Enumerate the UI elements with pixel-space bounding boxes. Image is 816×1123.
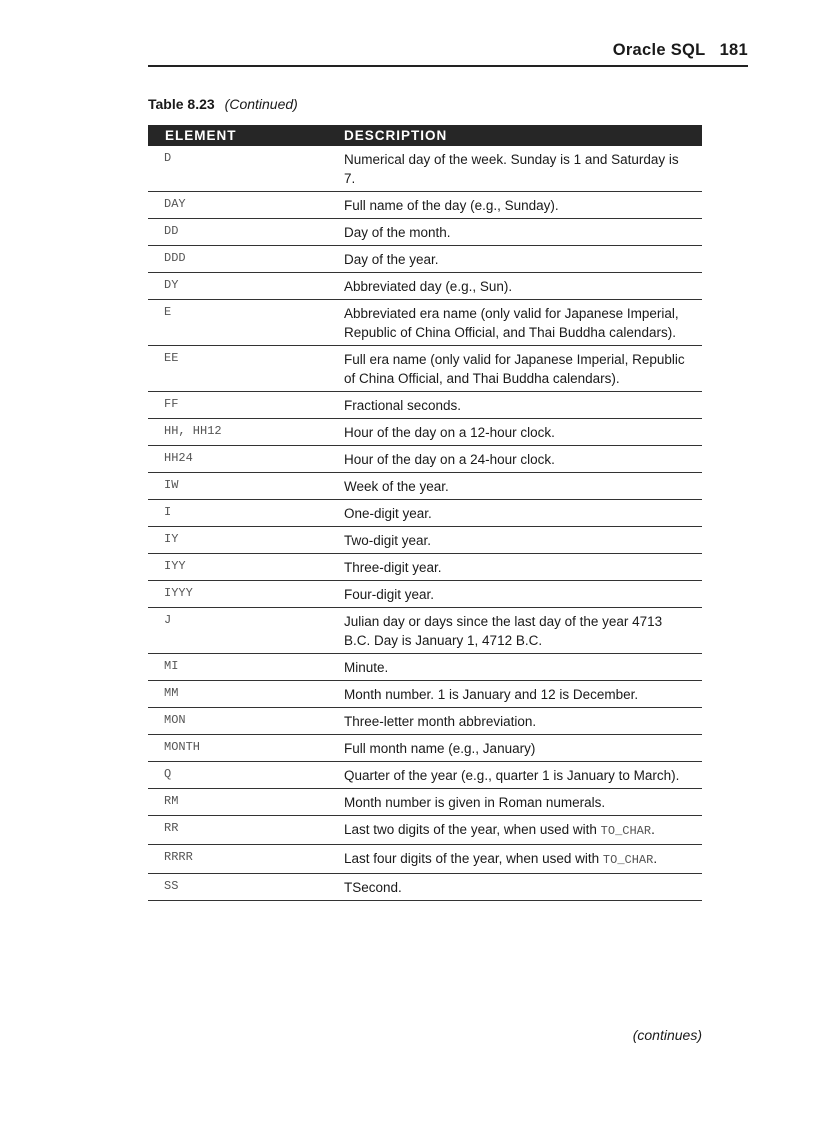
- element-code: MM: [164, 686, 179, 700]
- description-text: TSecond.: [344, 880, 402, 895]
- table-caption: [148, 96, 298, 112]
- element-description: [344, 789, 689, 815]
- element-code: MON: [164, 713, 186, 727]
- element-code: HH24: [164, 451, 193, 465]
- element-description: [344, 816, 689, 844]
- table-row: [148, 146, 702, 192]
- description-text: Abbreviated era name (only valid for Japanese Imperial, Republic of China Official, and Thai Buddha calendars).: [344, 306, 679, 340]
- element-code: MONTH: [164, 740, 201, 754]
- element-description: [344, 392, 689, 418]
- element-description: [344, 527, 689, 553]
- description-text: Hour of the day on a 12-hour clock.: [344, 425, 555, 440]
- description-text: Month number. 1 is January and 12 is December.: [344, 687, 639, 702]
- element-description: [344, 346, 689, 391]
- description-text: Full name of the day (e.g., Sunday).: [344, 198, 559, 213]
- element-description: [344, 219, 689, 245]
- description-text: Last four digits of the year, when used with: [344, 851, 600, 866]
- element-description: [344, 681, 689, 707]
- element-description: [344, 446, 689, 472]
- running-head: [148, 41, 748, 67]
- format-elements-table: [148, 125, 702, 901]
- table-row: [148, 608, 702, 654]
- table-row: [148, 192, 702, 219]
- element-code: DAY: [164, 197, 186, 211]
- element-code: RM: [164, 794, 179, 808]
- element-code: DY: [164, 278, 179, 292]
- table-row: [148, 708, 702, 735]
- table-row: [148, 789, 702, 816]
- table-row: [148, 816, 702, 845]
- table-row: [148, 473, 702, 500]
- table-row: [148, 392, 702, 419]
- table-row: [148, 246, 702, 273]
- table-caption-note: (Continued): [224, 96, 298, 112]
- element-description: [344, 581, 689, 607]
- element-code: EE: [164, 351, 179, 365]
- element-description: [344, 654, 689, 680]
- description-text: Day of the year.: [344, 252, 439, 267]
- table-row: [148, 681, 702, 708]
- element-code: J: [164, 613, 172, 627]
- column-header-element: ELEMENT: [165, 128, 237, 143]
- element-description: [344, 192, 689, 218]
- description-text: Three-letter month abbreviation.: [344, 714, 537, 729]
- description-text: Full month name (e.g., January): [344, 741, 536, 756]
- description-text: Hour of the day on a 24-hour clock.: [344, 452, 555, 467]
- table-row: [148, 346, 702, 392]
- table-body: [148, 146, 702, 901]
- description-text: One-digit year.: [344, 506, 432, 521]
- element-code: DD: [164, 224, 179, 238]
- element-code: FF: [164, 397, 179, 411]
- element-description: [344, 608, 689, 653]
- description-text: Minute.: [344, 660, 389, 675]
- table-row: [148, 735, 702, 762]
- running-head-title: Oracle SQL: [612, 41, 706, 59]
- inline-code: TO_CHAR: [600, 824, 652, 838]
- element-description: [344, 300, 689, 345]
- element-code: RR: [164, 821, 179, 835]
- table-row: [148, 446, 702, 473]
- element-description: [344, 708, 689, 734]
- continues-note: (continues): [632, 1027, 702, 1043]
- table-row: [148, 300, 702, 346]
- element-description: [344, 246, 689, 272]
- table-row: [148, 500, 702, 527]
- description-text: Week of the year.: [344, 479, 449, 494]
- description-text: Three-digit year.: [344, 560, 442, 575]
- table-header: [148, 125, 702, 146]
- element-description: [344, 473, 689, 499]
- table-row: [148, 762, 702, 789]
- description-end: .: [651, 822, 655, 837]
- column-header-description: DESCRIPTION: [344, 128, 448, 143]
- description-text: Numerical day of the week. Sunday is 1 and Saturday is 7.: [344, 152, 679, 186]
- element-code: MI: [164, 659, 179, 673]
- element-code: DDD: [164, 251, 186, 265]
- description-text: Fractional seconds.: [344, 398, 462, 413]
- inline-code: TO_CHAR: [602, 853, 654, 867]
- description-text: Full era name (only valid for Japanese Imperial, Republic of China Official, and Thai Buddha calendars).: [344, 352, 685, 386]
- page-number: 181: [719, 41, 748, 59]
- element-description: [344, 735, 689, 761]
- table-row: [148, 419, 702, 446]
- description-text: Abbreviated day (e.g., Sun).: [344, 279, 513, 294]
- element-description: [344, 500, 689, 526]
- table-row: [148, 654, 702, 681]
- description-text: Two-digit year.: [344, 533, 432, 548]
- element-code: HH, HH12: [164, 424, 222, 438]
- description-text: Month number is given in Roman numerals.: [344, 795, 606, 810]
- table-row: [148, 874, 702, 901]
- table-caption-label: Table 8.23: [148, 96, 215, 112]
- element-description: [344, 146, 689, 191]
- table-row: [148, 554, 702, 581]
- element-code: RRRR: [164, 850, 193, 864]
- element-code: Q: [164, 767, 172, 781]
- table-row: [148, 845, 702, 874]
- description-text: Last two digits of the year, when used with: [344, 822, 597, 837]
- element-code: E: [164, 305, 172, 319]
- element-description: [344, 419, 689, 445]
- element-description: [344, 762, 689, 788]
- description-end: .: [653, 851, 658, 866]
- description-text: Quarter of the year (e.g., quarter 1 is January to March).: [344, 768, 680, 783]
- description-text: Julian day or days since the last day of the year 4713 B.C. Day is January 1, 4712 B.C.: [344, 614, 663, 648]
- element-description: [344, 845, 689, 873]
- description-text: Day of the month.: [344, 225, 451, 240]
- element-code: I: [164, 505, 172, 519]
- element-code: IY: [164, 532, 179, 546]
- description-text: Four-digit year.: [344, 587, 435, 602]
- element-description: [344, 874, 689, 900]
- element-description: [344, 554, 689, 580]
- element-code: SS: [164, 879, 179, 893]
- table-row: [148, 581, 702, 608]
- table-row: [148, 273, 702, 300]
- element-code: D: [164, 151, 172, 165]
- table-row: [148, 527, 702, 554]
- element-code: IW: [164, 478, 179, 492]
- element-description: [344, 273, 689, 299]
- element-code: IYYY: [164, 586, 193, 600]
- table-row: [148, 219, 702, 246]
- element-code: IYY: [164, 559, 186, 573]
